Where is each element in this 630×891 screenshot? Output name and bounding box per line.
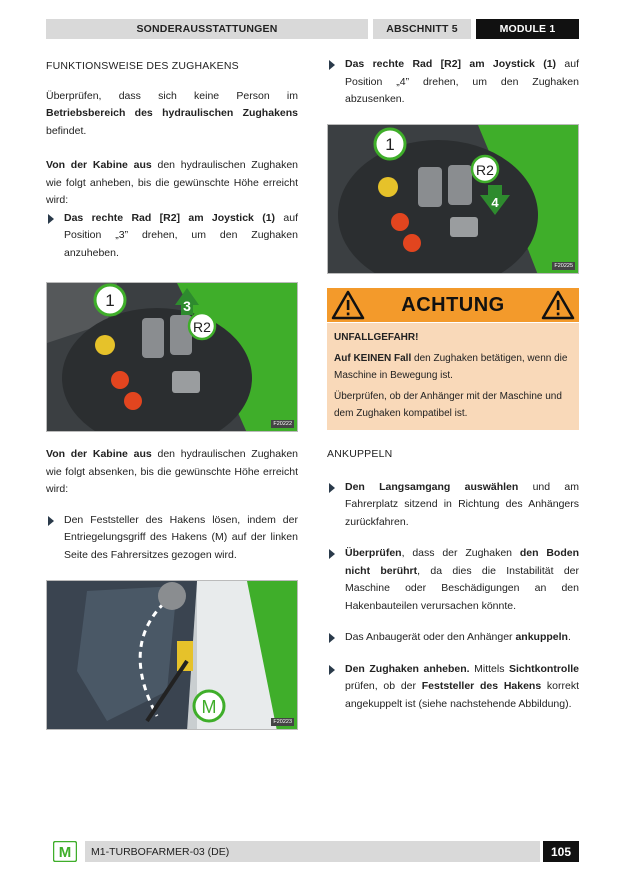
bullet-arrow-icon <box>329 483 335 493</box>
right-column-top <box>327 56 579 109</box>
text-bold: Den Zughaken anheben. <box>345 662 470 675</box>
bullet-slow-gear <box>327 479 579 532</box>
bullet-arrow-icon <box>329 549 335 559</box>
text: . <box>567 631 571 643</box>
warning-body <box>327 323 579 430</box>
right-column-lower <box>327 446 579 713</box>
figure-callout-1: 1 <box>385 135 395 154</box>
text: Den Feststeller des Hakens lösen, indem der Entriegelungsgriff des Hakens (M) auf der linken Seite des Fahrersitzes gezogen wird. <box>64 513 298 561</box>
text-bold: ankuppeln <box>515 631 568 643</box>
logo-letter: M <box>58 844 72 861</box>
paragraph-lower <box>46 446 298 499</box>
text-bold: Von der Kabine aus <box>46 448 152 460</box>
text: , dass der Zughaken <box>401 547 520 559</box>
heading-funktionsweise: FUNKTIONSWEISE DES ZUGHAKENS <box>46 60 239 72</box>
joystick-raise-illustration <box>47 283 298 432</box>
text: prüfen, ob der <box>345 680 422 692</box>
figure-joystick-lower <box>327 124 579 274</box>
text-bold: Von der Kabine aus <box>46 159 152 171</box>
chapter-label: ABSCHNITT 5 <box>373 19 471 39</box>
text-bold: den Boden nicht berührt <box>345 547 579 577</box>
text: und am Fahrerplatz sitzend in Richtung des Anhängers zurückfahren. <box>345 480 579 528</box>
text: den hydraulischen Zughaken wie folgt anheben, bis die gewünschte Höhe erreicht wird: <box>46 159 299 206</box>
text-bold: Den Langsamgang auswählen <box>345 480 519 493</box>
bullet-lower <box>327 56 579 109</box>
figure-callout-r2: R2 <box>476 162 494 178</box>
warning-line-2: Überprüfen, ob der Anhänger mit der Maschine und dem Zughaken kompatibel ist. <box>334 391 562 419</box>
left-column <box>46 58 298 262</box>
page-number: 105 <box>543 841 579 862</box>
section-title: SONDERAUSSTATTUNGEN <box>46 19 368 39</box>
bullet-arrow-icon <box>329 633 335 643</box>
text-bold: Überprüfen <box>345 547 402 559</box>
text: auf Position „3” drehen, um den Zughaken anzuheben. <box>64 211 298 259</box>
heading-ankuppeln: ANKUPPELN <box>327 448 393 460</box>
warning-line-1 <box>334 350 572 384</box>
figure-callout-m: M <box>201 697 217 717</box>
joystick-lower-illustration <box>328 125 579 274</box>
merlo-logo-icon <box>53 841 77 862</box>
text: Das Anbaugerät oder den Anhänger <box>345 631 516 643</box>
figure-code: F20223 <box>273 719 292 725</box>
bullet-couple <box>327 629 579 647</box>
figure-callout-3: 3 <box>183 298 191 314</box>
text-bold: Sichtkontrolle <box>508 662 579 675</box>
bullet-release <box>46 512 298 565</box>
text-bold: Auf KEINEN Fall <box>334 353 412 364</box>
bullet-raise <box>46 210 298 263</box>
text: den hydraulischen Zughaken wie folgt absenken, bis die gewünschte Höhe erreicht wird: <box>46 448 299 495</box>
bullet-arrow-icon <box>329 60 335 70</box>
text: Überprüfen, dass sich keine Person im <box>46 89 298 102</box>
paragraph-raise <box>46 157 298 210</box>
figure-joystick-raise <box>46 282 298 432</box>
text: den Zughaken betätigen, wenn die Maschine in Bewegung ist. <box>334 353 568 381</box>
text: befindet. <box>46 124 87 137</box>
bullet-raise-hook <box>327 661 579 714</box>
text-bold: Das rechte Rad [R2] am Joystick (1) <box>345 58 557 70</box>
figure-callout-4: 4 <box>491 195 499 210</box>
release-handle-illustration <box>47 581 298 730</box>
bullet-arrow-icon <box>48 516 54 526</box>
left-column-lower <box>46 446 298 564</box>
paragraph-check-area <box>46 88 298 141</box>
warning-triangle-icon <box>331 290 365 320</box>
text: , da dies die Instabilität der Maschine oder Beschädigungen an den Hakenbauteilen verursachen könnte. <box>345 564 579 612</box>
text-bold: Das rechte Rad [R2] am Joystick (1) <box>64 211 276 224</box>
figure-release-handle <box>46 580 298 730</box>
bullet-check-ground <box>327 545 579 615</box>
footer-doc-id: M1-TURBOFARMER-03 (DE) <box>85 841 540 862</box>
figure-code: F20222 <box>273 421 292 427</box>
warning-triangle-icon <box>541 290 575 320</box>
text-bold: Betriebsbereich des hydraulischen Zughakens <box>46 107 298 119</box>
bullet-arrow-icon <box>329 665 335 675</box>
figure-callout-r2: R2 <box>193 319 211 335</box>
warning-subtitle: UNFALLGEFAHR! <box>334 332 419 343</box>
bullet-arrow-icon <box>48 214 54 224</box>
warning-header <box>327 288 579 322</box>
figure-code: F20225 <box>554 263 573 269</box>
text: korrekt angekuppelt ist (siehe nachstehende Abbildung). <box>345 680 579 710</box>
module-label: MODULE 1 <box>476 19 579 39</box>
figure-callout-1: 1 <box>105 291 115 310</box>
text: auf Position „4” drehen, um den Zughaken abzusenken. <box>345 58 579 105</box>
text-bold: Feststeller des Hakens <box>421 680 542 692</box>
warning-title: ACHTUNG <box>401 293 505 316</box>
text: Mittels <box>469 662 509 675</box>
